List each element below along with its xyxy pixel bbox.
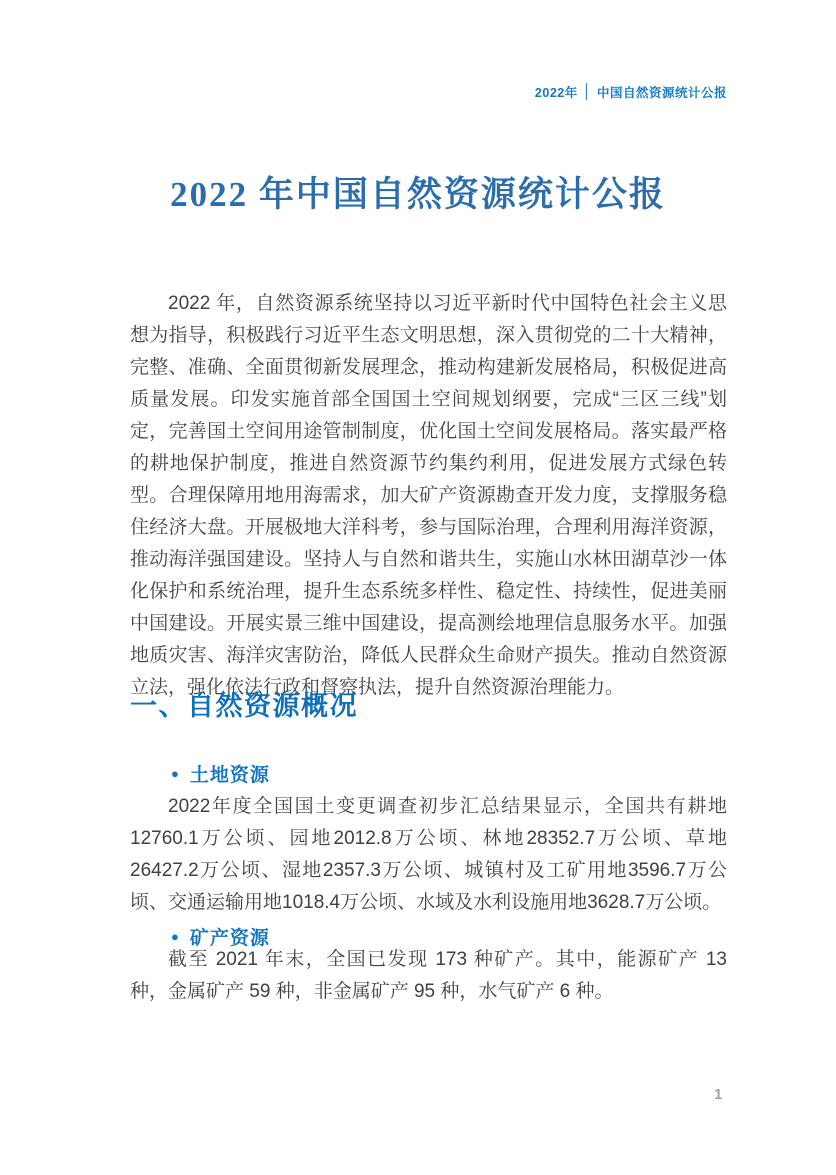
running-header-bulletin-name: 中国自然资源统计公报 <box>596 86 727 100</box>
subsection-label-mineral-resources: 矿产资源 <box>189 928 270 949</box>
intro-paragraph: 2022 年，自然资源系统坚持以习近平新时代中国特色社会主义思想为指导，积极践行习近平生态文明思想，深入贯彻党的二十大精神，完整、准确、全面贯彻新发展理念，推动构建新发展格局，积极促进高质量发展。印发实施首部全国国土空间规划纲要，完成“三区三线”划定，完善国土空间用途管制制度，优化国土空间发展格局。落实最严格的耕地保护制度，推进自然资源节约集约利用，促进发展方式绿色转型。合理保障用地用海需求，加大矿产资源勘查开发力度，支撑服务稳住经济大盘。开展极地大洋科考，参与国际治理，合理利用海洋资源，推动海洋强国建设。坚持人与自然和谐共生，实施山水林田湖草沙一体化保护和系统治理，提升生态系统多样性、稳定性、持续性，促进美丽中国建设。开展实景三维中国建设，提高测绘地理信息服务水平。加强地质灾害、海洋灾害防治，降低人民群众生命财产损失。推动自然资源立法，强化依法行政和督察执法，提升自然资源治理能力。 <box>130 293 727 698</box>
section-heading-natural-resources-overview: 一、自然资源概况 <box>130 691 358 721</box>
land-resources-paragraph: 2022年度全国国土变更调查初步汇总结果显示，全国共有耕地12760.1万公顷、园地2012.8万公顷、林地28352.7万公顷、草地26427.2万公顷、湿地2357.3万公顷、城镇村及工矿用地3596.7万公顷、交通运输用地1018.4万公顷、水域及水利设施用地3628.7万公顷。 <box>130 796 727 913</box>
running-header-year: 2022年 <box>534 86 578 100</box>
bullet-dot-icon: ● <box>171 766 179 781</box>
bullet-dot-icon: ● <box>171 929 179 944</box>
page-number: 1 <box>714 1086 723 1103</box>
running-header <box>535 83 727 101</box>
subsection-label-land-resources: 土地资源 <box>189 765 270 786</box>
subsection-land-resources <box>171 760 270 787</box>
running-header-divider: │ <box>582 83 592 99</box>
document-title: 2022 年中国自然资源统计公报 <box>170 175 666 214</box>
mineral-resources-paragraph: 截至 2021 年末，全国已发现 173 种矿产。其中，能源矿产 13 种，金属矿产 59 种，非金属矿产 95 种，水气矿产 6 种。 <box>130 949 727 1002</box>
